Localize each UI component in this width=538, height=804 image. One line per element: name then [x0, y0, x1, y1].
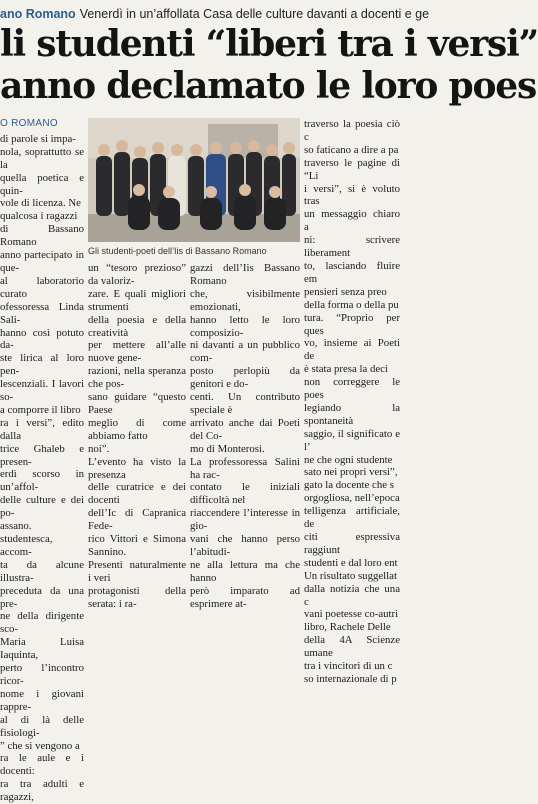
article-column-2 [88, 262, 186, 610]
column-3-text: gazzi dell’Iis Bassano Romano che, visibilmente emozionati, hanno letto le loro composizio- ni davanti a un pubblico com- posto perlopiù da genitori e do- centi. Un contributo speciale è arrivato anche dai Poeti del Co- mo di Monterosi. La professoressa Salini ha rac- contato le iniziali difficoltà nel riaccendere l’interesse in gio- vani che hanno perso l’abitudi- ne alla lettura ma che hanno però imparato ad esprimere at- [190, 262, 300, 610]
dateline: O ROMANO [0, 118, 58, 129]
column-1-text: di parole si impa- nola, soprattutto se la quella poetica e quin- vole di licenza. Ne qualcosa i ragazzi di Bassano Romano anno partecipato in que- al laboratorio curato ofessoressa Linda Sali- hanno così potuto da- ste lirica al loro pen- lescenziali. I lavori so- a comporre il libro ra i versi”, edito dalla trice Ghaleb e presen- erdì scorso in un’affol- delle culture e dei po- assano. studentesca, accom- ta da alcune illustra- precedutа da una pre- ne della dirigente sco- Maria Luisa Iaquinta, perto l’incontro ricor- nome i giovani rappre- al di là delle fisiologi- ” che si vengono a ra le aule e i docenti: ra tra adulti e ragazzi, [0, 132, 84, 804]
kicker-summary: Venerdì in un’affollata Casa delle culture davanti a docenti e ge [79, 7, 430, 21]
headline-line-2: anno declamato le loro poes [0, 65, 537, 107]
article-column-4 [304, 118, 400, 685]
column-4-text: traverso la poesia ciò c so faticano a dire a pa traverso le pagine di “Li i versi”, si è voluto tras un messaggio chiaro a ni: scrivere liberament to, lasciando fluire em pensieri senza preo della forma o della pu tura. “Proprio per ques vo, insieme ai Poeti de è stata presa la deci non correggere le poes legiando la spontaneità saggio, il significato e l’ ne che ogni studente sato nei propri versi”, gato la docente che s orgogliosa, nell’epoca telligenza artificiale, de citi espressiva raggiunt studenti e dal loro ent Un risultato suggellat dalla notizia che una c vani poetesse co-autri libro, Rachele Delle della 4A Scienze umane tra i vincitori di un c so internazionale di p [304, 118, 400, 685]
group-photo-image [88, 118, 300, 242]
group-photo [88, 118, 300, 242]
photo-caption: Gli studenti-poeti dell’Iis di Bassano Romano [88, 246, 267, 256]
kicker-location: ano Romano [0, 7, 76, 21]
headline-line-1: li studenti “liberi tra i versi” [0, 23, 538, 65]
article-column-3 [190, 262, 300, 610]
kicker [0, 4, 430, 24]
column-2-text: un “tesoro prezioso” da valoriz- zare. E quali migliori strumenti della poesia e della creatività per mettere all’alle nuove gene- razioni, nella speranza che pos- sano guidare “questo Paese meglio di come abbiamo fatto noi”. L’evento ha visto la presenza delle curatrice e dei docenti dell’Ic di Capranica Fede- rico Vittori e Simona Sannino. Presenti naturalmente i veri protagonisti della serata: i ra- [88, 262, 186, 610]
article-column-1 [0, 118, 84, 804]
